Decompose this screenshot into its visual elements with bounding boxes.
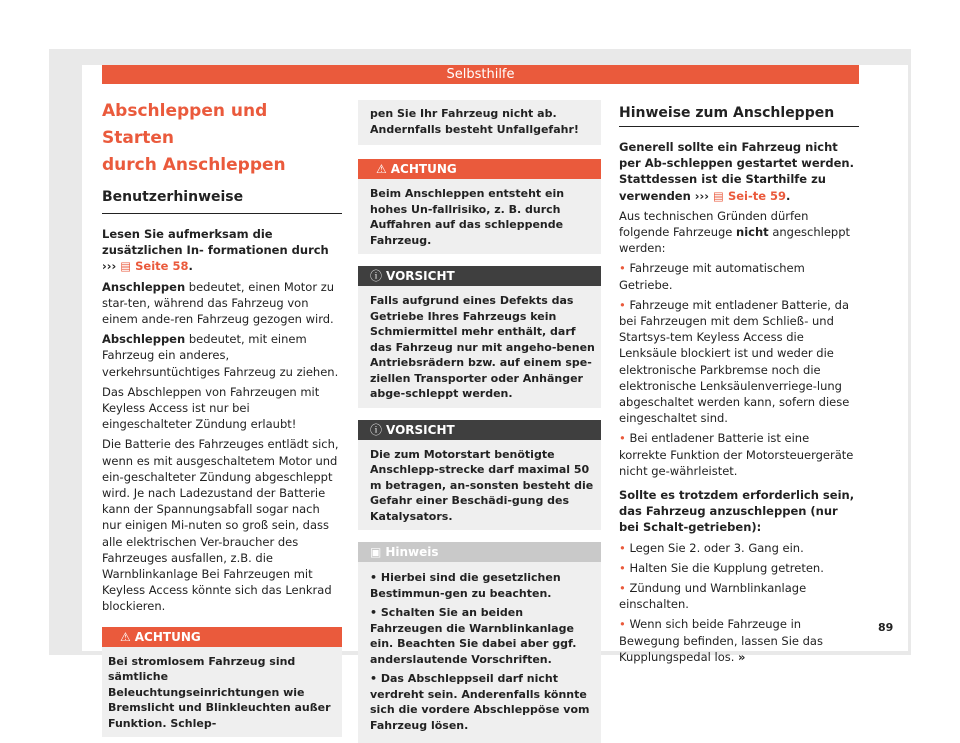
column-1 <box>102 100 342 737</box>
caution-label: VORSICHT <box>386 422 455 437</box>
warning-continuation <box>358 100 601 145</box>
note-item-text: Hierbei sind die gesetzlichen Bestimmun-gen zu beachten. <box>370 571 561 600</box>
section-subhead: Benutzerhinweise <box>102 187 342 214</box>
note-item-text: Das Abschleppseil darf nicht verdreht sein. Anderenfalls könnte sich die vordere Abschleppöse vom Fahrzeug lösen. <box>370 672 590 732</box>
note-box <box>358 542 601 743</box>
bullet-text: Fahrzeuge mit automatischem Getriebe. <box>619 261 805 292</box>
page-number: 89 <box>878 621 894 634</box>
note-item: • Schalten Sie an beiden Fahrzeugen die Warnblinkanlage ein. Beachten Sie dabei aber ggf. anderslautende Vorschriften. <box>370 606 577 666</box>
warning-header <box>102 627 342 647</box>
bullet-dot: • <box>619 560 626 575</box>
warning-triangle-icon: ⚠ <box>120 629 131 644</box>
note-item-text: Schalten Sie an beiden Fahrzeugen die Warnblinkanlage ein. Beachten Sie dabei aber ggf. anderslautende Vorschriften. <box>370 606 577 666</box>
column-2 <box>358 100 601 743</box>
warning-body: Beim Anschleppen entsteht ein hohes Un-fallrisiko, z. B. durch Auffahren auf das schleppende Fahrzeug. <box>370 187 565 247</box>
intro-paragraph: Lesen Sie aufmerksam die zusätzlichen In- formationen durch ››› ▤ Seite 58. <box>102 227 329 274</box>
title-line-2: durch Anschleppen <box>102 155 286 175</box>
term-abschleppen: Abschleppen <box>102 332 186 347</box>
warning-continuation-text: pen Sie Ihr Fahrzeug nicht ab. Andernfalls besteht Unfallgefahr! <box>370 107 579 136</box>
warning-header <box>358 159 601 179</box>
bullet-text: Legen Sie 2. oder 3. Gang ein. <box>629 540 804 555</box>
warning-label: ACHTUNG <box>390 162 457 176</box>
definition-anschleppen: bedeutet, einen Motor zu star-ten, während das Fahrzeug von einem ande-ren Fahrzeug gezogen wird. <box>102 279 335 327</box>
page-reference-link[interactable]: Seite 58 <box>135 259 189 274</box>
note-icon: ▣ <box>370 545 382 559</box>
term-anschleppen: Anschleppen <box>102 279 186 294</box>
caution-header <box>358 266 601 286</box>
bullet-dot: • <box>619 540 626 555</box>
bullet-dot: • <box>619 617 626 632</box>
note-header <box>358 542 601 562</box>
warning-body: Bei stromlosem Fahrzeug sind sämtliche Beleuchtungseinrichtungen wie Bremslicht und Blinkleuchten außer Funktion. Schlep- <box>108 654 331 730</box>
bullet-dot: • <box>619 581 626 596</box>
caution-circle-icon: ⓘ <box>370 269 383 283</box>
lead-paragraph: Generell sollte ein Fahrzeug nicht per Ab-schleppen gestartet werden. Stattdessen ist die Starthilfe zu verwenden ››› ▤ Sei-te 59. <box>619 140 854 203</box>
intro-text-a: Lesen Sie aufmerksam die zusätzlichen In- <box>102 227 273 258</box>
book-icon: ▤ <box>713 188 724 203</box>
warning-label: ACHTUNG <box>134 629 201 644</box>
note-label: Hinweis <box>385 545 439 559</box>
bullet-item <box>619 260 859 292</box>
bullet-item <box>619 580 859 612</box>
bullet-text: Bei entladener Batterie ist eine korrekte Funktion der Motorsteuergeräte nicht ge-währleistet. <box>619 431 854 478</box>
definition-abschleppen: bedeutet, mit einem Fahrzeug ein anderes, verkehrsuntüchtiges Fahrzeug zu ziehen. <box>102 332 339 379</box>
intro-text-b: formationen durch ››› <box>102 243 329 274</box>
paragraph-anschleppen <box>102 279 342 328</box>
subheading-anschleppen: Sollte es trotzdem erforderlich sein, das Fahrzeug anzuschleppen (nur bei Schalt-getrieben): <box>619 488 855 535</box>
section-header: Selbsthilfe <box>102 65 859 84</box>
section-heading: Hinweise zum Anschleppen <box>619 100 859 127</box>
bullet-item <box>619 560 859 576</box>
warning-box-2 <box>358 159 601 254</box>
caution-circle-icon: ⓘ <box>370 422 383 437</box>
caution-box-1 <box>358 266 601 408</box>
technical-text-a: Aus technischen Gründen dürfen folgende Fahrzeuge <box>619 208 809 240</box>
continue-marker: » <box>738 649 746 664</box>
bullet-item <box>619 297 859 427</box>
book-icon: ▤ <box>120 259 132 274</box>
caution-box-2 <box>358 420 601 531</box>
page-reference-link[interactable]: Sei-te 59 <box>727 188 787 203</box>
bullet-dot: • <box>619 431 626 446</box>
warning-box-1 <box>102 627 342 738</box>
note-item: • Das Abschleppseil darf nicht verdreht sein. Anderenfalls könnte sich die vordere Abschleppöse vom Fahrzeug lösen. <box>370 672 590 732</box>
paragraph-battery: Die Batterie des Fahrzeuges entlädt sich, wenn es mit ausgeschaltetem Motor und ein-geschalteter Zündung abgeschleppt wird. Je nach Ladezustand der Batterie kann der Spannungsabfall sogar nach nur einigen Mi-nuten so groß sein, dass alle elektrischen Ver-braucher des Fahrzeuges ausfallen, z.B. die Warnblinkanlage Bei Fahrzeugen mit Keyless Access könnte sich das Lenkrad blockieren. <box>102 437 339 614</box>
caution-label: VORSICHT <box>386 269 455 283</box>
lead-text: Generell sollte ein Fahrzeug nicht per Ab-schleppen gestartet werden. Stattdessen ist die Starthilfe zu verwenden ››› <box>619 140 854 203</box>
technical-text-c: angeschleppt werden: <box>619 225 851 256</box>
note-body <box>358 562 601 743</box>
bullet-item <box>619 616 859 665</box>
technical-text-b: nicht <box>736 225 769 240</box>
paragraph-abschleppen <box>102 331 342 380</box>
bullet-item <box>619 540 859 556</box>
bullet-text: Halten Sie die Kupplung getreten. <box>629 560 824 575</box>
caution-header <box>358 420 601 440</box>
bullet-text: Wenn sich beide Fahrzeuge in Bewegung befinden, lassen Sie das Kupplungspedal los. <box>619 617 823 664</box>
column-3 <box>619 100 859 669</box>
caution-body: Falls aufgrund eines Defekts das Getriebe Ihres Fahrzeugs kein Schmiermittel mehr enthält, darf das Fahrzeug nur mit angeho-benen Antriebsrädern bzw. auf einem spe-ziellen Transporter oder Anhänger abge-schleppt werden. <box>370 294 595 400</box>
caution-body: Die zum Motorstart benötigte Anschlepp-strecke darf maximal 50 m betragen, an-sonsten besteht die Gefahr einer Beschädi-gung des Katalysators. <box>370 447 594 523</box>
paragraph-technical <box>619 208 859 257</box>
title-line-1: Abschleppen und Starten <box>102 101 268 148</box>
bullet-text: Fahrzeuge mit entladener Batterie, da bei Fahrzeugen mit dem Schließ- und Startsys-tem Keyless Access die Lenksäule blockiert ist und weder die elektronische Parkbremse noch die elektronische Lenksäulenverriege-lung abgeschaltet werden kann, sofern diese eingeschaltet sind. <box>619 297 850 426</box>
bullet-dot: • <box>619 297 626 312</box>
paragraph-keyless: Das Abschleppen von Fahrzeugen mit Keyless Access ist nur bei eingeschalteter Zündung erlaubt! <box>102 384 320 432</box>
bullet-dot: • <box>619 261 626 276</box>
bullet-item <box>619 430 859 479</box>
warning-triangle-icon: ⚠ <box>376 162 387 176</box>
page-title <box>102 98 342 179</box>
note-item: • Hierbei sind die gesetzlichen Bestimmun-gen zu beachten. <box>370 571 561 600</box>
bullet-text: Zündung und Warnblinkanlage einschalten. <box>619 581 807 612</box>
